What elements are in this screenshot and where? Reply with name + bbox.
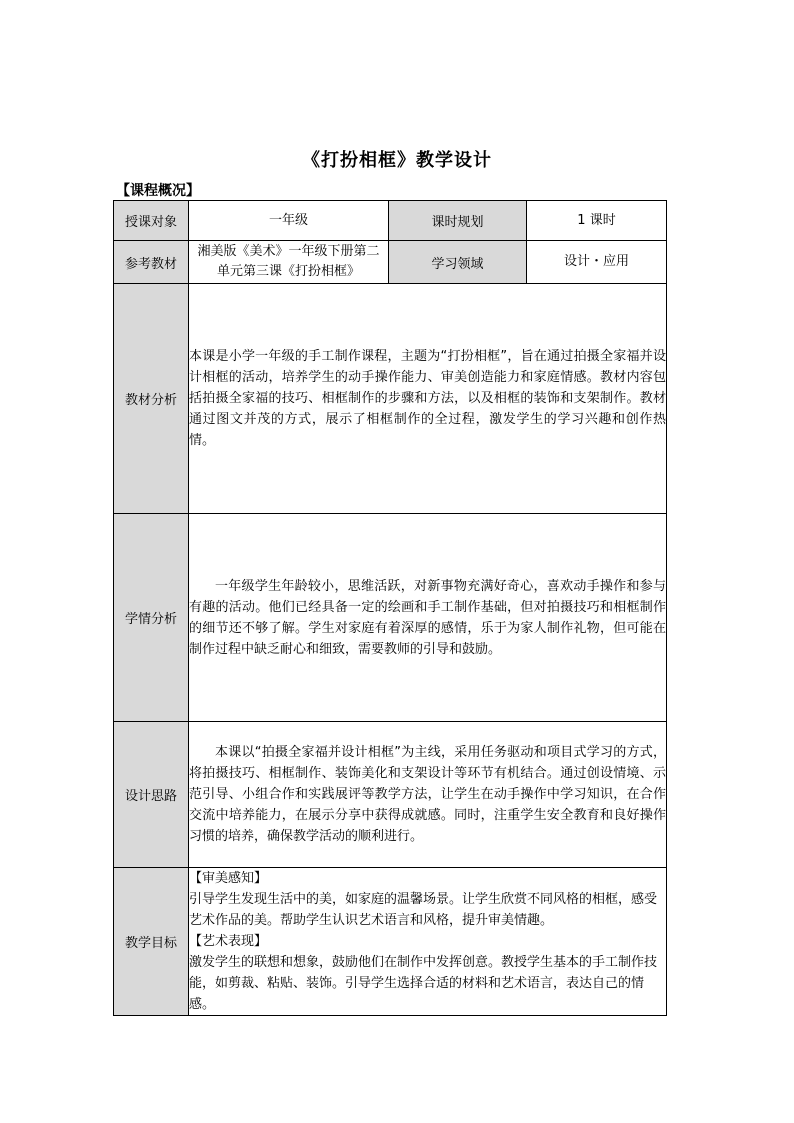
hours-label: 课时规划	[389, 201, 527, 241]
teaching-goals-content	[189, 868, 667, 1016]
aesthetic-text: 引导学生发现生活中的美，如家庭的温馨场景。让学生欣赏不同风格的相框，感受艺术作品的美。帮助学生认识艺术语言和风格，提升审美情趣。	[189, 892, 658, 928]
page-title: 《打扮相框》教学设计	[302, 150, 492, 171]
lesson-overview-table	[113, 200, 667, 1016]
textbook-value: 湘美版《美术》一年级下册第二单元第三课《打扮相框》	[189, 241, 389, 284]
design-idea-label: 设计思路	[114, 722, 189, 868]
section-heading: 【课程概况】	[116, 183, 200, 199]
student-analysis-label: 学情分析	[114, 514, 189, 722]
aesthetic-heading: 【审美感知】	[189, 871, 268, 886]
art-expression-heading: 【艺术表现】	[189, 934, 268, 949]
material-analysis-text: 本课是小学一年级的手工制作课程，主题为“打扮相框”，旨在通过拍摄全家福并设计相框的活动，培养学生的动手操作能力、审美创造能力和家庭情感。教材内容包括拍摄全家福的技巧、相框制作的步骤和方法，以及相框的装饰和支架制作。教材通过图文并茂的方式，展示了相框制作的全过程，激发学生的学习兴趣和创作热情。	[189, 284, 667, 514]
domain-label: 学习领域	[389, 241, 527, 284]
material-analysis-label: 教材分析	[114, 284, 189, 514]
domain-value: 设计・应用	[527, 241, 667, 284]
audience-label: 授课对象	[114, 201, 189, 241]
table-row	[114, 868, 667, 1016]
table-row	[114, 514, 667, 722]
table-row	[114, 241, 667, 284]
table-row	[114, 201, 667, 241]
textbook-label: 参考教材	[114, 241, 189, 284]
audience-value: 一年级	[189, 201, 389, 241]
art-expression-text: 激发学生的联想和想象，鼓励他们在制作中发挥创意。教授学生基本的手工制作技能，如剪裁、粘贴、装饰。引导学生选择合适的材料和艺术语言，表达自己的情感。	[189, 955, 658, 1012]
student-analysis-text: 一年级学生年龄较小，思维活跃，对新事物充满好奇心，喜欢动手操作和参与有趣的活动。他们已经具备一定的绘画和手工制作基础，但对拍摄技巧和相框制作的细节还不够了解。学生对家庭有着深厚的感情，乐于为家人制作礼物，但可能在制作过程中缺乏耐心和细致，需要教师的引导和鼓励。	[189, 514, 667, 722]
design-idea-text: 本课以“拍摄全家福并设计相框”为主线，采用任务驱动和项目式学习的方式，将拍摄技巧、相框制作、装饰美化和支架设计等环节有机结合。通过创设情境、示范引导、小组合作和实践展评等教学方法，让学生在动手操作中学习知识，在合作交流中培养能力，在展示分享中获得成就感。同时，注重学生安全教育和良好操作习惯的培养，确保教学活动的顺利进行。	[189, 722, 667, 868]
hours-value: 1 课时	[527, 201, 667, 241]
teaching-goals-label: 教学目标	[114, 868, 189, 1016]
table-row	[114, 722, 667, 868]
table-row	[114, 284, 667, 514]
